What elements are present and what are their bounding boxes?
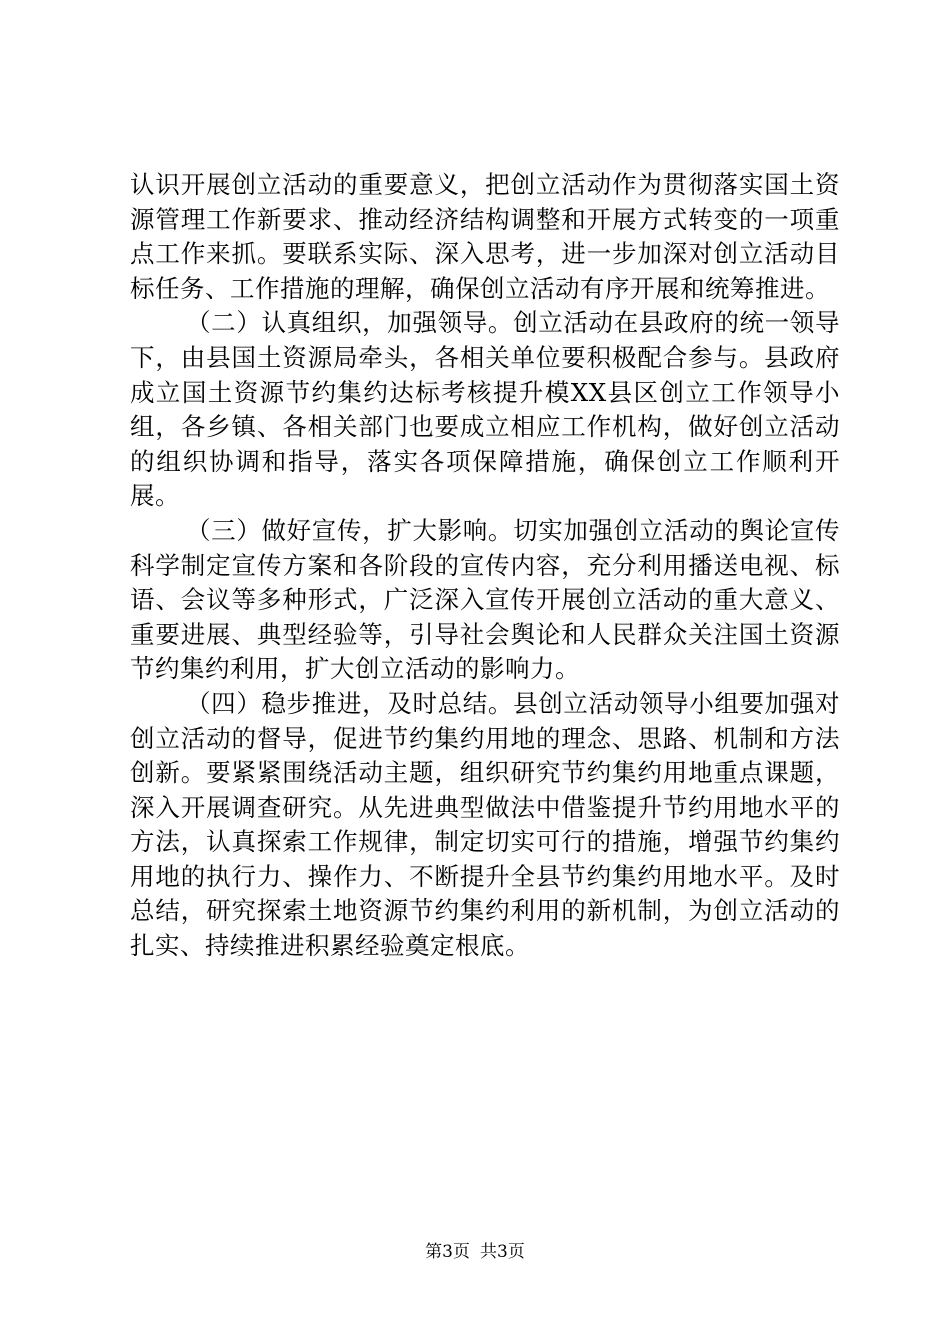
- paragraph-progress-summary: （四）稳步推进，及时总结。县创立活动领导小组要加强对创立活动的督导，促进节约集约用地的理念、思路、机制和方法创新。要紧紧围绕活动主题，组织研究节约集约用地重点课题，深入开展调查研究。从先进典型做法中借鉴提升节约用地水平的方法，认真探索工作规律，制定切实可行的措施，增强节约集约用地的执行力、操作力、不断提升全县节约集约用地水平。及时总结，研究探索土地资源节约集约利用的新机制，为创立活动的扎实、持续推进积累经验奠定根底。: [130, 688, 840, 961]
- page-number: 第3页: [425, 1242, 470, 1262]
- page-total: 共3页: [480, 1242, 525, 1262]
- paragraph-organization: （二）认真组织，加强领导。创立活动在县政府的统一领导下，由县国土资源局牵头，各相关单位要积极配合参与。县政府成立国土资源节约集约达标考核提升模XX县区创立工作领导小组，各乡镇、各相关部门也要成立相应工作机构，做好创立活动的组织协调和指导，落实各项保障措施，确保创立工作顺利开展。: [130, 308, 840, 511]
- paragraph-publicity: （三）做好宣传，扩大影响。切实加强创立活动的舆论宣传科学制定宣传方案和各阶段的宣传内容，充分利用播送电视、标语、会议等多种形式，广泛深入宣传开展创立活动的重大意义、重要进展、典型经验等，引导社会舆论和人民群众关注国土资源节约集约利用，扩大创立活动的影响力。: [130, 515, 840, 684]
- page-footer: [0, 1241, 950, 1263]
- paragraph-continuation: 认识开展创立活动的重要意义，把创立活动作为贯彻落实国土资源管理工作新要求、推动经济结构调整和开展方式转变的一项重点工作来抓。要联系实际、深入思考，进一步加深对创立活动目标任务、工作措施的理解，确保创立活动有序开展和统筹推进。: [130, 170, 840, 303]
- document-body: [130, 168, 840, 964]
